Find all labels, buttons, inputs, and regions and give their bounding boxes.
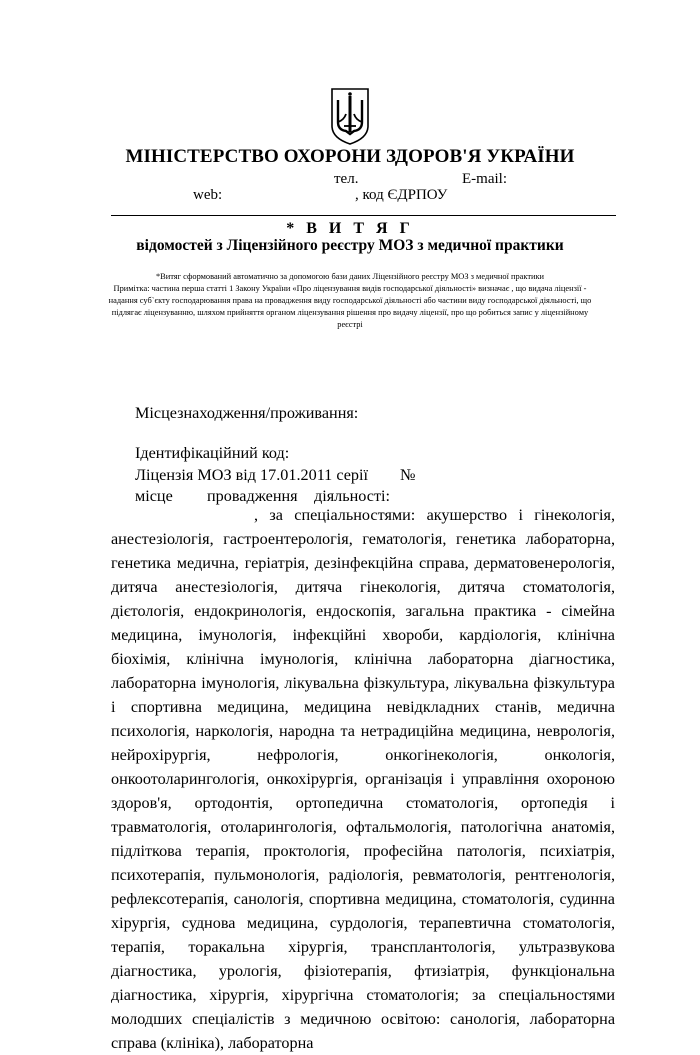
license-number-sign: № (400, 466, 416, 484)
activity-place-word-1: місце (135, 487, 173, 505)
edrpou-label: , код ЄДРПОУ (355, 187, 448, 203)
email-label: E-mail: (462, 171, 507, 187)
id-code-label: Ідентифікаційний код: (135, 444, 290, 462)
location-label: Місцезнаходження/проживання: (135, 404, 359, 422)
activity-place-word-2: провадження (207, 487, 298, 505)
activity-place-word-3: діяльності: (314, 487, 391, 505)
trident-coat-of-arms-icon (329, 86, 371, 146)
footnote-line: *Витяг сформований автоматично за допомогою бази даних Ліцензійного реєстру МОЗ з медичної практики (155, 272, 545, 281)
footnote (105, 271, 595, 331)
web-label: web: (193, 187, 223, 203)
document-title: * В И Т Я Г (286, 220, 414, 237)
license-label: Ліцензія МОЗ від 17.01.2011 серії (135, 466, 368, 484)
ministry-title: МІНІСТЕРСТВО ОХОРОНИ ЗДОРОВ'Я УКРАЇНИ (125, 146, 575, 167)
specialties-paragraph: , за спеціальностями: акушерство і гінекологія, анестезіологія, гастроентерологія, гематологія, генетика лабораторна, генетика медична, геріатрія, дезінфекційна справа, дерматовенерологія, дитяча анестезіологія, дитяча гінекологія, дитяча стоматологія, дієтологія, ендокринологія, ендоскопія, загальна практика - сімейна медицина, імунологія, інфекційні хвороби, кардіологія, клінічна біохімія, клінічна імунологія, клінічна лабораторна діагностика, лабораторна імунологія, лікувальна фізкультура, лікувальна фізкультура і спортивна медицина, медицина невідкладних станів, медична психологія, наркологія, народна та нетрадиційна медицина, неврологія, нейрохірургія, нефрологія, онкогінекологія, онкологія, онкоотоларингологія, онкохірургія, організація і управління охороною здоров'я, ортодонтія, ортопедична стоматологія, ортопедія і травматологія, отоларингологія, офтальмологія, патологічна анатомія, підліткова терапія, проктологія, професійна патологія, психіатрія, психотерапія, пульмонологія, радіологія, ревматологія, рентгенологія, рефлексотерапія, санологія, спортивна медицина, стоматологія, судинна хірургія, суднова медицина, сурдологія, терапевтична стоматологія, терапія, торакальна хірургія, трансплантологія, ультразвукова діагностика, урологія, фізіотерапія, фтизіатрія, функціональна діагностика, хірургія, хірургічна стоматологія; за спеціальностями молодших спеціалістів з медичною освітою: санологія, лабораторна справа (клініка), лабораторна (111, 506, 615, 1052)
document-subtitle: відомостей з Ліцензійного реєстру МОЗ з медичної практики (136, 237, 564, 254)
tel-label: тел. (334, 171, 359, 187)
header-divider (111, 215, 616, 216)
footnote-remark: Примітка: частина перша статті 1 Закону України «Про ліцензування видів господарської діяльності» визначає , що видача ліцензії - надання суб`єкту господарювання права на провадження виду господарської діяльності або частини виду господарської діяльності, що підлягає ліцензуванню, шляхом прийняття органом ліцензування рішення про видачу ліцензії, про що робиться запис у ліцензійному реєстрі (108, 284, 592, 330)
